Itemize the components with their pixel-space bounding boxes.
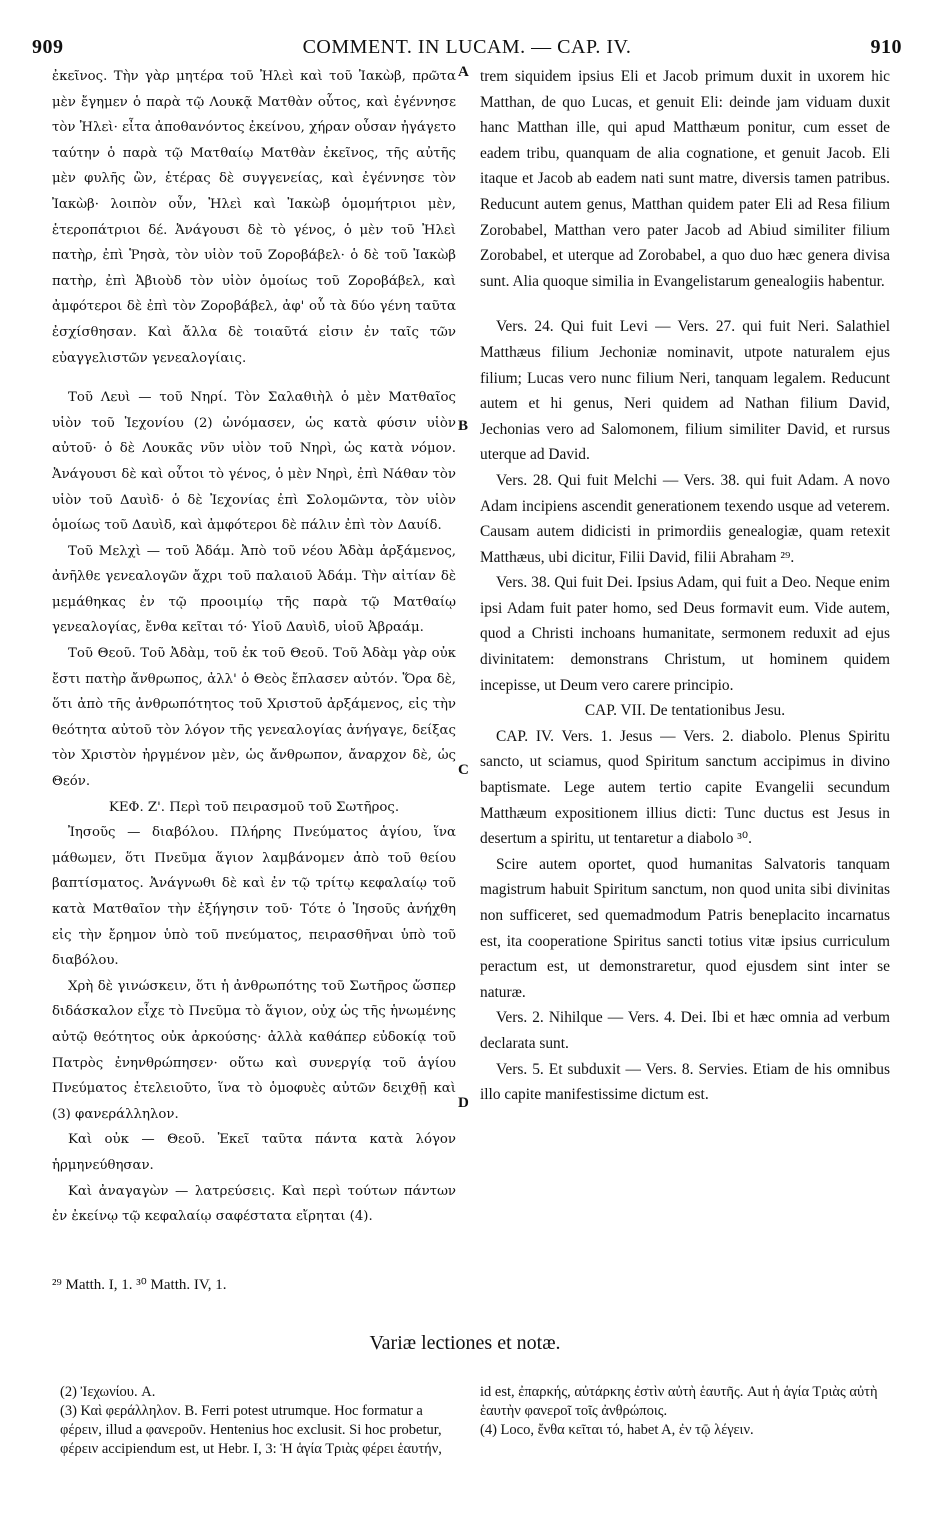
margin-marker-b: B — [458, 418, 469, 434]
greek-paragraph: Ἰησοῦς — διαβόλου. Πλήρης Πνεύματος ἁγίου, ἵνα μάθωμεν, ὅτι Πνεῦμα ἅγιον λαμβάνομεν ἀπὸ τοῦ θείου βαπτίσματος. Ἀνάγνωθι δὲ καὶ ἐν τῷ τρίτῳ κεφαλαίῳ τοῦ κατὰ Ματθαῖον τὴν ἐξήγησιν τοῦ· Τότε ὁ Ἰησοῦς ἀνήχθη εἰς τὴν ἔρημον ὑπὸ τοῦ πνεύματος, πειρασθῆναι ὑπὸ τοῦ διαβόλου. — [52, 825, 456, 969]
greek-paragraph: Καὶ οὐκ — Θεοῦ. Ἐκεῖ ταῦτα πάντα κατὰ λόγον ἡρμηνεύθησαν. — [52, 1132, 456, 1173]
greek-paragraph: Τοῦ Θεοῦ. Τοῦ Ἀδὰμ, τοῦ ἐκ τοῦ Θεοῦ. Τοῦ Ἀδὰμ γὰρ οὐκ ἔστι πατὴρ ἄνθρωπος, ἀλλ' ὁ Θεὸς ἔπλασεν αὐτόν. Ὅρα δὲ, ὅτι ἀπὸ τῆς ἀνθρωπότητος τοῦ Χριστοῦ ἀρξάμενος, εἰς τὴν θεότητα αὐτοῦ τὸν λόγον τῆς γενεαλογίας ἀνήγαγε, δείξας τὸν Χριστὸν ἠργμένον μὲν, ὡς ἄνθρωπον, ἄναρχον δὲ, ὡς Θεόν. — [52, 646, 456, 790]
latin-paragraph: Vers. 2. Nihilque — Vers. 4. Dei. Ibi et hæc omnia ad verbum declarata sunt. — [480, 1009, 890, 1052]
latin-paragraph: Vers. 28. Qui fuit Melchi — Vers. 38. qui fuit Adam. A novo Adam incipiens ascendit generationem texendo usque ad veterem. Causam autem didicisti in primordiis genealogiæ, quam retexit Matthæus, ubi dicitur, Filii David, filii Abraham ²⁹. — [480, 471, 890, 566]
greek-paragraph: Τοῦ Λευὶ — τοῦ Νηρί. Τὸν Σαλαθιὴλ ὁ μὲν Ματθαῖος υἱὸν τοῦ Ἰεχονίου (2) ὠνόμασεν, ὡς κατὰ φύσιν υἱὸν αὐτοῦ· ὁ δὲ Λουκᾶς νῦν υἱὸν τοῦ Νηρὶ, ὡς κατὰ νόμον. Ἀνάγουσι δὲ καὶ οὗτοι τὸ γένος, ὁ μὲν Νηρὶ, ἐπὶ Νάθαν τὸν υἱὸν τοῦ Δαυὶδ· ὁ δὲ Ἰεχονίας ἐπὶ Σολομῶντα, τὸν υἱὸν ὁμοίως τοῦ Δαυὶδ, καὶ ἀμφότεροι δὲ πάλιν ἐπὶ τὸν Δαυίδ. — [52, 390, 456, 534]
page-number-left: 909 — [32, 36, 64, 58]
greek-paragraph: ἐκεῖνος. Τὴν γὰρ μητέρα τοῦ Ἠλεὶ καὶ τοῦ Ἰακὼβ, πρῶτα μὲν ἔγημεν ὁ παρὰ τῷ Λουκᾷ Ματθὰν οὗτος, καὶ ἐγέννησε τὸν Ἠλεὶ· εἶτα ἀποθανόντος ἐκείνου, χήραν οὖσαν ἠγάγετο ταύτην ὁ παρὰ τῷ Ματθαίῳ Ματθὰν ἐκεῖνος, τῆς αὐτῆς μὲν φυλῆς ὢν, ἑτέρας δὲ συγγενείας, καὶ ἐγέννησε τὸν Ἰακὼβ· λοιπὸν οὖν, Ἠλεὶ καὶ Ἰακὼβ ὁμομήτριοι μὲν, ἑτεροπάτριοι δέ. Ἀνάγουσι δὲ τὸ γένος, ὁ μὲν τοῦ Ἠλεὶ πατὴρ, ἐπὶ Ῥησὰ, τὸν υἱὸν τοῦ Ζοροβάβελ· ὁ δὲ τοῦ Ἰακὼβ πατὴρ, ἐπὶ Ἀβιοὺδ τὸν υἱὸν ὁμοίως τοῦ Ζοροβάβελ, καὶ ἀμφότεροι δὲ ἐπὶ τὸν Ζοροβάβελ, ἀφ' οὗ τὰ δύο γένη ταῦτα ἐσχίσθησαν. Καὶ ἄλλα δὲ τοιαῦτά εἰσιν ἐν ταῖς τῶν εὐαγγελιστῶν γενεαλογίαις. — [52, 69, 456, 366]
margin-marker-d: D — [458, 1095, 469, 1111]
latin-paragraph: Scire autem oportet, quod humanitas Salvatoris tanquam magistrum habuit Spiritum sanctum, non quod unita sibi divinitas non sufficeret, sed quemadmodum Patris beneplacito incarnatus est, ita cooperatione Spiritus sancti totius vitæ ipsius curriculum peractum est, ut demonstraretur, quod ejusdem sint inter se naturæ. — [480, 855, 890, 1001]
running-title: COMMENT. IN LUCAM. — CAP. IV. — [302, 36, 632, 58]
note-item: (4) Loco, ἔνθα κεῖται τό, habet A, ἐν τῷ λέγειν. — [480, 1422, 754, 1438]
greek-paragraph: Τοῦ Μελχὶ — τοῦ Ἀδάμ. Ἀπὸ τοῦ νέου Ἀδὰμ ἀρξάμενος, ἀνῆλθε γενεαλογῶν ἄχρι τοῦ παλαιοῦ Ἀδάμ. Τὴν αἰτίαν δὲ μεμάθηκας ἐν τῷ προοιμίῳ τῆς παρὰ τῷ Ματθαίῳ γενεαλογίας, ἔνθα κεῖται τό· Υἱοῦ Δαυὶδ, υἱοῦ Ἀβραάμ. — [52, 543, 456, 636]
note-item: (2) Ἰεχωνίου. A. — [60, 1384, 156, 1400]
greek-chapter-heading: ΚΕΦ. Ζ'. Περὶ τοῦ πειρασμοῦ τοῦ Σωτῆρος. — [108, 799, 400, 815]
notes-right-column — [480, 1383, 890, 1440]
latin-column — [480, 64, 890, 1108]
note-item: id est, ἐπαρκής, αὐτάρκης ἐστὶν αὐτὴ ἑαυτῆς. Aut ἡ ἁγία Τριὰς αὐτὴ ἑαυτὴν φανεροῖ τοῖς ἀνθρώποις. — [480, 1384, 878, 1419]
note-item: (3) Καὶ φεράλληλον. B. Ferri potest utrumque. Hoc formatur a φέρειν, illud a φανεροῦν. Hentenius hoc exclusit. Si hoc probetur, φέρειν accipiendum est, ut Hebr. I, 3: Ἡ ἁγία Τριὰς φέρει ἑαυτήν, — [60, 1403, 442, 1457]
latin-paragraph: trem siquidem ipsius Eli et Jacob primum duxit in uxorem hic Matthan, de quo Lucas, et genuit Eli: deinde jam viduam duxit hanc Matthan ille, qui apud Matthæum ponitur, cum esset de eadem tribu, quanquam de alia cognatione, et genuit Jacob. Eli itaque et Jacob ab eadem nati sunt matre, diversis tamen patribus. Reducunt autem genus, Matthan quidem pater Eli ad Resa filium Zorobabel, Matthan vero pater Jacob ad Abiud similiter filium Zorobabel, et uterque ad Zorobabel, a quo duo hæc genera divisa sunt. Alia quoque similia in Evangelistarum genealogiis habentur. — [480, 68, 890, 290]
latin-paragraph: CAP. IV. Vers. 1. Jesus — Vers. 2. diabolo. Plenus Spiritu sancto, ut sciamus, quod Spiritum sanctum accipimus in divino baptismate. Lege autem tertio capite Evangelii secundum Matthæum expositionem illius dicti: Tunc ductus est Jesus in desertum a spiritu, ut tentaretur a diabolo ³⁰. — [480, 727, 890, 848]
latin-paragraph: Vers. 24. Qui fuit Levi — Vers. 27. qui fuit Neri. Salathiel Matthæus filium Jechoniæ nominavit, utpote naturalem ejus filium; Lucas vero nunc filium Neri, tanquam legalem. Reducunt autem et hi genus, Neri quidem ad Nathan filium David, Jechonias vero ad Salomonem, filium similiter David, et rursus uterque ad David. — [480, 318, 890, 464]
variae-lectiones-title: Variæ lectiones et notæ. — [369, 1332, 561, 1354]
page-number-right: 910 — [870, 36, 902, 58]
footnotes: ²⁹ Matth. I, 1. ³⁰ Matth. IV, 1. — [52, 1277, 227, 1293]
margin-marker-a: A — [458, 64, 469, 80]
greek-column — [52, 64, 456, 1230]
margin-marker-c: C — [458, 762, 469, 778]
notes-left-column — [60, 1383, 460, 1459]
latin-paragraph: Vers. 38. Qui fuit Dei. Ipsius Adam, qui fuit a Deo. Neque enim ipsi Adam fuit pater homo, sed Deus formavit eum. Vide autem, quod a Christi inchoans humanitate, sermonem reduxit ad ejus divinitatem: demonstrans Christum, ut hominem quidem incepisse, ut Deum vero carere principio. — [480, 574, 890, 694]
greek-paragraph: Καὶ ἀναγαγὼν — λατρεύσεις. Καὶ περὶ τούτων πάντων ἐν ἐκείνῳ τῷ κεφαλαίῳ σαφέστατα εἴρηται (4). — [52, 1183, 456, 1225]
latin-chapter-heading: CAP. VII. De tentationibus Jesu. — [584, 702, 786, 720]
latin-paragraph: Vers. 5. Et subduxit — Vers. 8. Servies. Etiam de his omnibus illo capite manifestissime dictum est. — [480, 1060, 890, 1104]
running-header — [32, 36, 902, 60]
greek-paragraph: Χρὴ δὲ γινώσκειν, ὅτι ἡ ἀνθρωπότης τοῦ Σωτῆρος ὥσπερ διδάσκαλον εἶχε τὸ Πνεῦμα τὸ ἅγιον, οὐχ ὡς τῆς ἡνωμένης αὐτῷ θεότητος οὐκ ἀρκούσης· ἀλλὰ καθάπερ εὐδοκίᾳ τοῦ Πατρὸς ἐνηνθρώπησεν· οὕτω καὶ συνεργίᾳ τοῦ ἁγίου Πνεύματος ἐτελειοῦτο, ἵνα τὸ ὁμοφυὲς αὐτῶν δειχθῇ καὶ (3) φανεράλληλον. — [52, 978, 456, 1122]
